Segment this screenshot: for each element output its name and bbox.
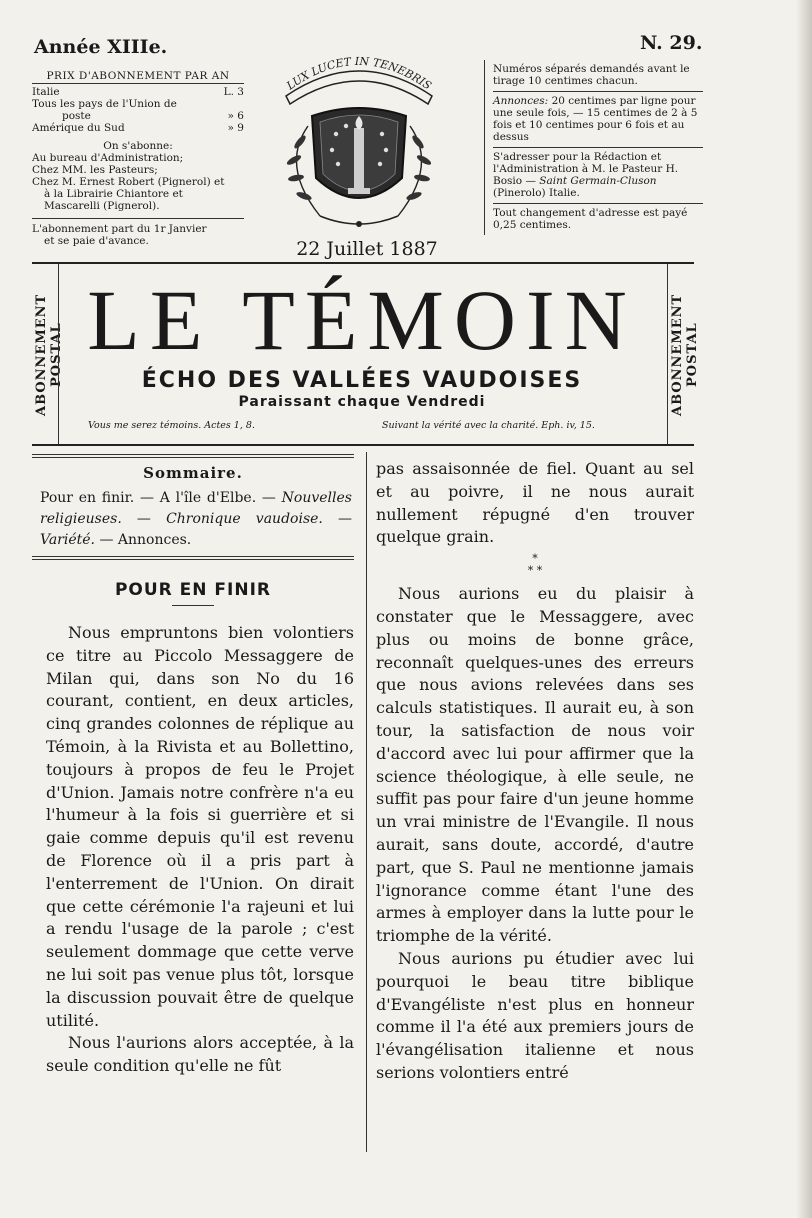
issue-number: N. 29. [640, 32, 703, 54]
on-sabonne: On s'abonne: [103, 140, 173, 152]
publication-frequency: Paraissant chaque Vendredi [238, 394, 486, 410]
divider [32, 556, 354, 560]
page-edge [796, 0, 812, 1218]
epigraph-right: Suivant la vérité avec la charité. Eph. iv, 15. [382, 420, 595, 431]
epigraph-left: Vous me serez témoins. Actes 1, 8. [88, 420, 255, 431]
section-stars: * * * [527, 552, 543, 578]
emblem-motto: LUX LUCET IN TENEBRIS [284, 54, 434, 93]
year-label: Année XIIIe. [34, 36, 168, 58]
price-row-amerique: Amérique du Sud » 9 [32, 122, 244, 134]
article-paragraph: Nous aurions pu étudier avec lui pourquoi le beau titre biblique d'Evangéliste n'est plus en honneur comme il l'a été aux premiers jours de l'évangélisation italienne et nous serions volontiers entré [376, 948, 694, 1082]
subscription-line: à la Librairie Chiantore et [44, 188, 183, 200]
info-changement: Tout changement d'adresse est payé 0,25 centimes. [493, 207, 688, 231]
article-paragraph: Nous aurions eu du plaisir à constater que le Messaggere, avec plus ou moins de bonne grâce, reconnaît quelques-unes des erreurs que nous avions relevées dans ses calculs statistiques. Il aurait eu, à son tour, la satisfaction de nous voir d'accord avec lui pour affirmer que la science théologique, à elle seule, ne suffit pas pour faire d'un jeune homme un vrai ministre de l'Evangile. Il nous aurait, sans doute, accordé, d'autre part, que S. Paul ne mentionne jamais l'ignorance comme étant l'une des armes à employer dans la lutte pour le triomphe de la vérité. [376, 584, 694, 946]
union-label: Tous les pays de l'Union de [32, 98, 177, 110]
info-box [484, 60, 703, 235]
subscription-start: L'abonnement part du 1r Janvier [32, 218, 244, 235]
price-row-italie: Italie L. 3 [32, 86, 244, 98]
article-column-left [46, 622, 354, 1078]
info-adresser: S'adresser pour la Rédaction et l'Administration à M. le Pasteur H. Bosio — Saint Germain-Cluson (Pinerolo) Italie. [493, 148, 703, 204]
emblem-logo [250, 46, 468, 238]
divider [32, 454, 354, 458]
title-rule [172, 605, 214, 606]
svg-text:LUX LUCET IN TENEBRIS [283, 55, 434, 93]
subscription-line: Chez M. Ernest Robert (Pignerol) et [32, 176, 225, 188]
article-title: POUR EN FINIR [114, 580, 272, 600]
summary-text: Pour en finir. — A l'île d'Elbe. — Nouvelles religieuses. — Chronique vaudoise. — Variété. — Annonces. [40, 490, 353, 548]
info-annonces: Annonces: 20 centimes par ligne pour une seule fois, — 15 centimes de 2 à 5 fois et 10 centimes pour 6 fois et au dessus [493, 92, 703, 148]
summary-title: Sommaire. [143, 464, 243, 482]
postal-label-left: ABONNEMENT POSTAL [34, 293, 64, 417]
subscription-start: et se paie d'avance. [44, 235, 149, 247]
subscription-line: Chez MM. les Pasteurs; [32, 164, 158, 176]
issue-date: 22 Juillet 1887 [296, 238, 438, 260]
article-column-right [376, 458, 694, 1085]
newspaper-title: LE TÉMOIN [87, 272, 637, 368]
newspaper-subtitle: ÉCHO DES VALLÉES VAUDOISES [141, 368, 583, 393]
info-numeros: Numéros séparés demandés avant le tirage 10 centimes chacun. [493, 60, 703, 92]
article-paragraph: Nous l'aurions alors acceptée, à la seule condition qu'elle ne fût [46, 1033, 354, 1076]
postal-label-right: ABONNEMENT POSTAL [670, 293, 700, 417]
subscription-line: Mascarelli (Pignerol). [44, 200, 160, 212]
column-rule [366, 452, 367, 1152]
masthead [32, 262, 700, 446]
article-paragraph: pas assaisonnée de fiel. Quant au sel et au poivre, il ne nous aurait nullement répugné d'en trouver quelque grain. [376, 459, 694, 547]
subscription-title: PRIX D'ABONNEMENT PAR AN [32, 70, 244, 84]
subscription-line: Au bureau d'Administration; [32, 152, 184, 164]
subscription-box [32, 70, 244, 247]
article-paragraph: Nous empruntons bien volontiers ce titre au Piccolo Messaggere de Milan qui, dans son No du 16 courant, contient, en deux articles, cinq grandes colonnes de réplique au Témoin, à la Rivista et au Bollettino, toujours à propos de feu le Projet d'Union. Jamais notre confrère n'a eu l'humeur à la fois si guerrière et si gaie comme depuis qu'il est revenu de Florence où il a pris part à l'enterrement de l'Union. On dirait que cette cérémonie l'a rajeuni et lui a rendu l'usage de la parole ; c'est seulement dommage que cette verve ne lui soit pas venue plus tôt, lorsque la discussion pouvait être de quelque utilité. [46, 623, 354, 1030]
price-row-union: poste » 6 [62, 110, 244, 122]
